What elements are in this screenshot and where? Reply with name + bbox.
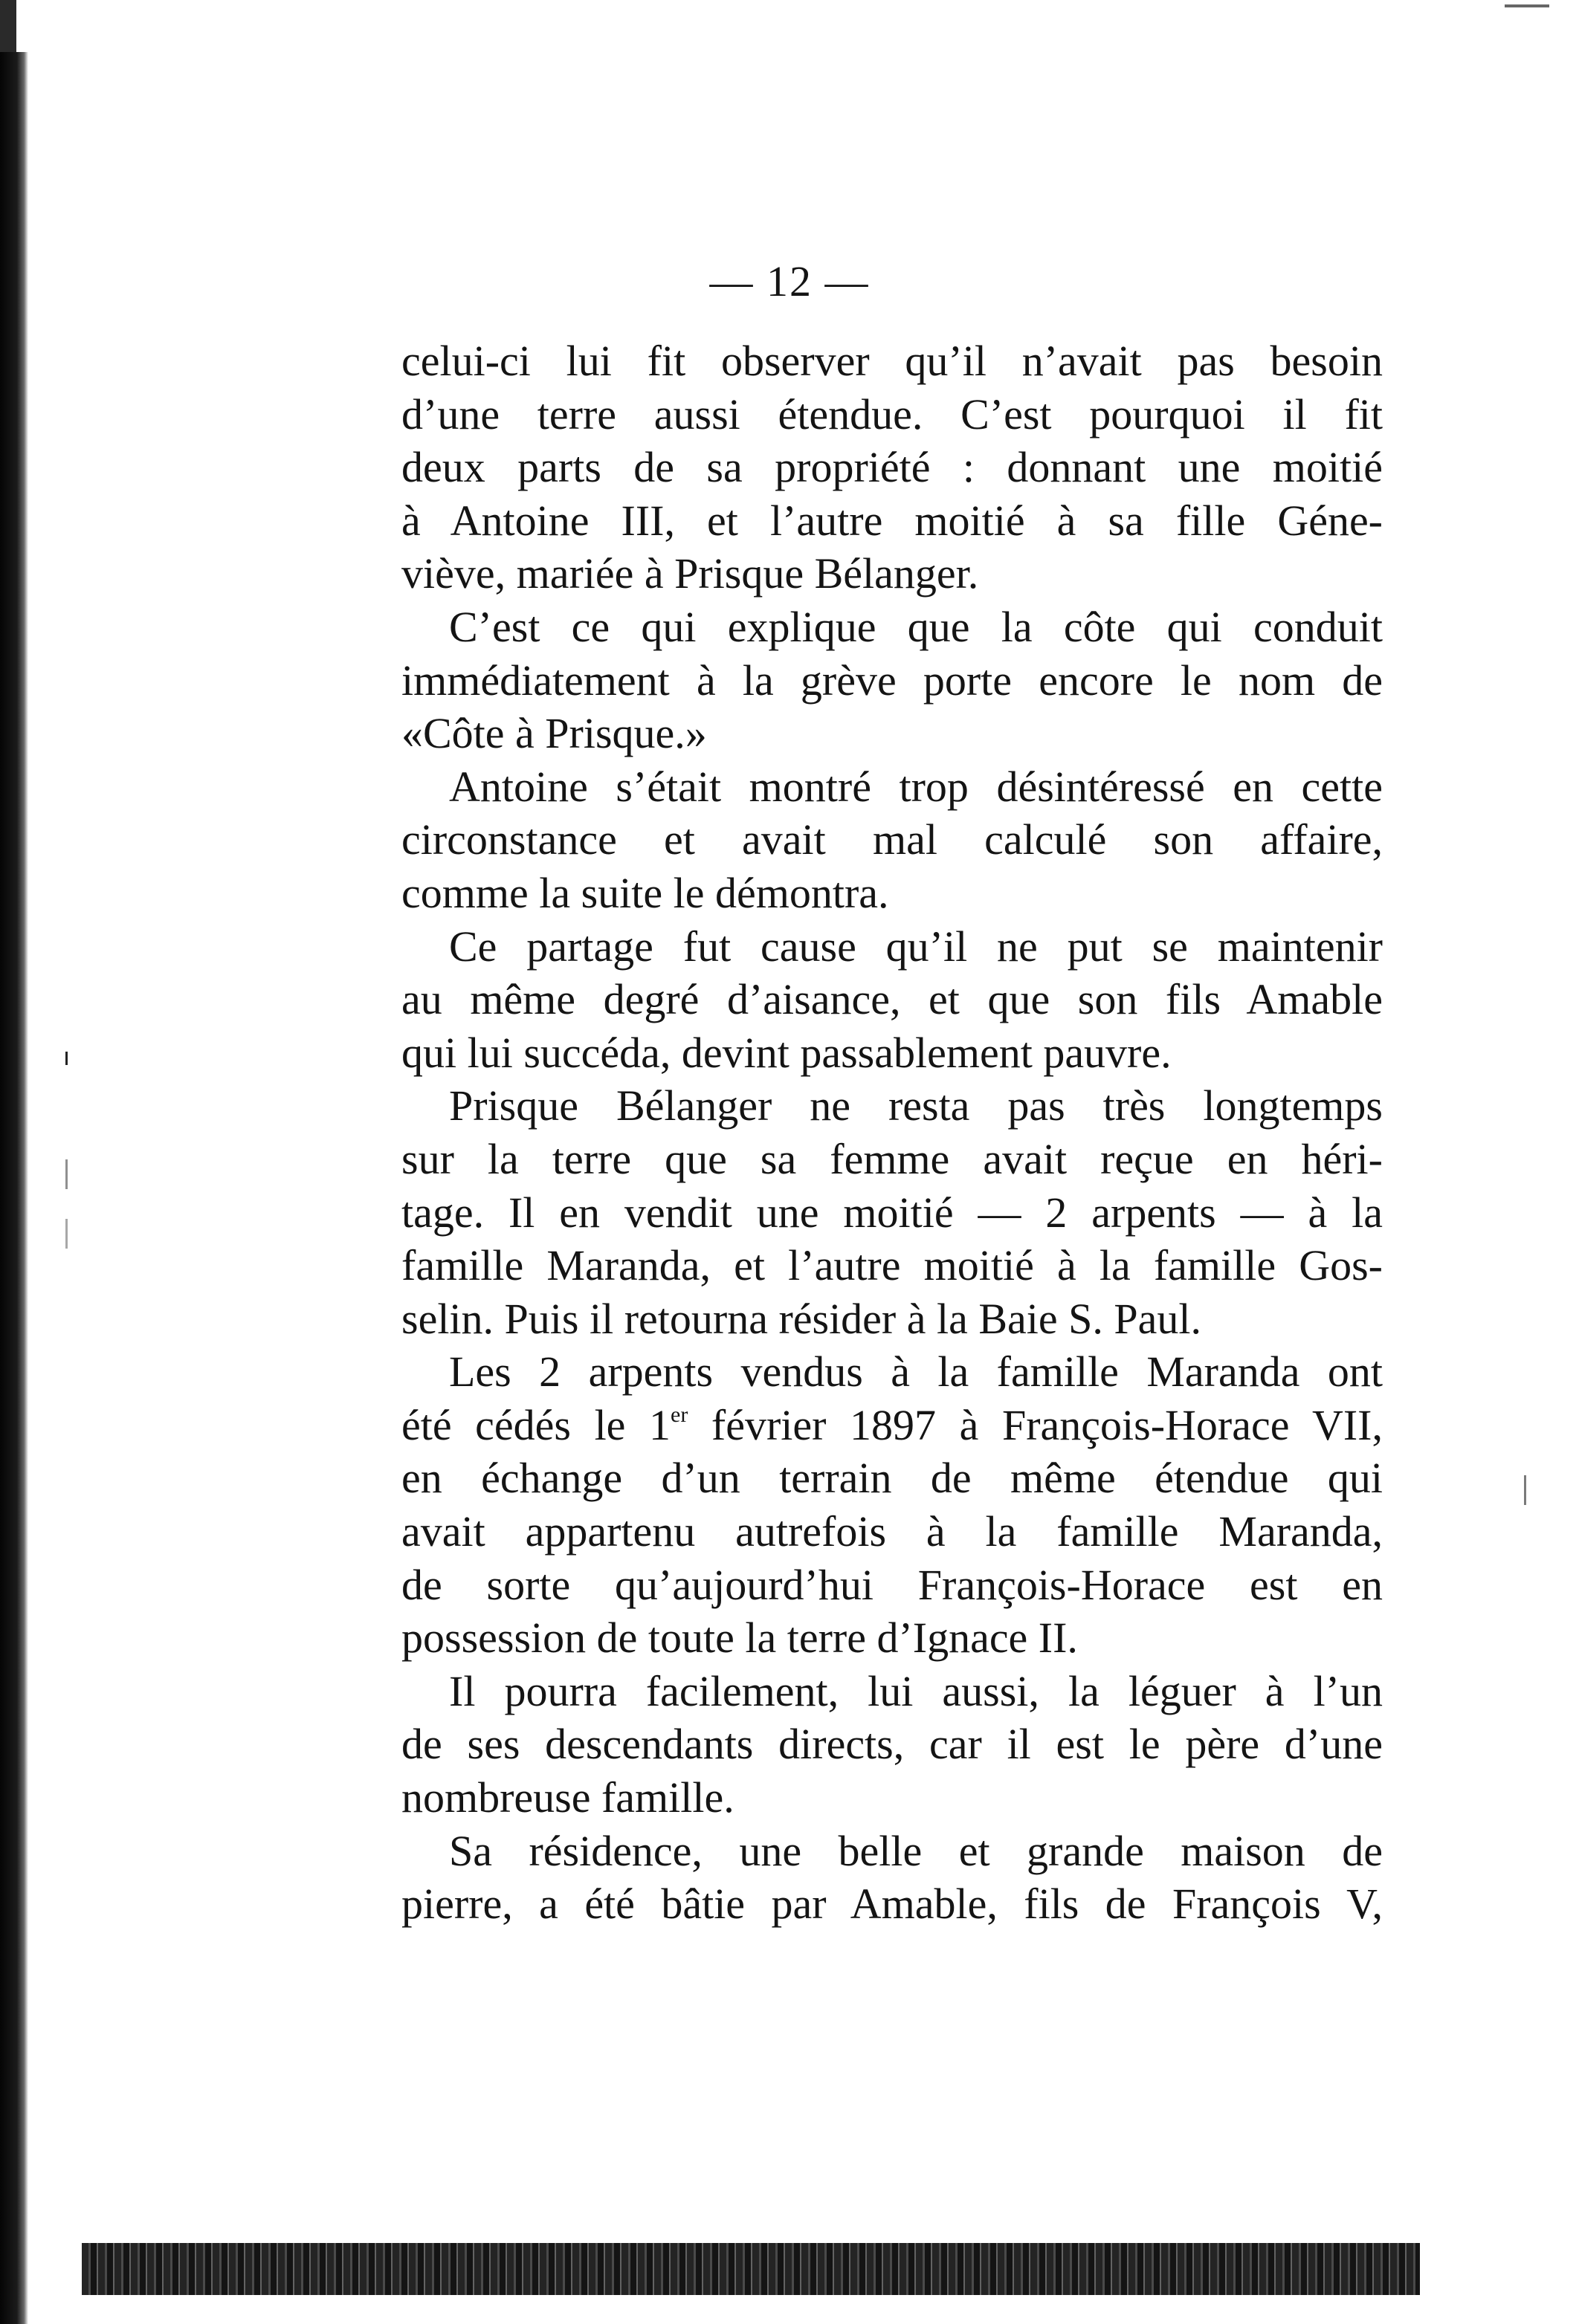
scan-speckle xyxy=(65,1219,68,1249)
ordinal-superscript: er xyxy=(671,1402,688,1427)
scan-edge-left xyxy=(0,52,28,2324)
text-line: Sa résidence, une belle et grande maison de xyxy=(449,1826,1383,1875)
text-line: tage. Il en vendit une moitié — 2 arpents — à la xyxy=(401,1188,1383,1237)
text-line: famille Maranda, et l’autre moitié à la famille Gos- xyxy=(401,1241,1383,1290)
text-line: sur la terre que sa femme avait reçue en héri- xyxy=(401,1134,1383,1183)
text-line: de ses descendants directs, car il est le père d’une xyxy=(401,1720,1383,1769)
text-line: qui lui succéda, devint passablement pauvre. xyxy=(401,1028,1172,1077)
text-line: selin. Puis il retourna résider à la Baie S. Paul. xyxy=(401,1294,1202,1343)
body-text xyxy=(401,334,1383,1931)
text-line: Il pourra facilement, lui aussi, la léguer à l’un xyxy=(449,1666,1383,1715)
text-line: à Antoine III, et l’autre moitié à sa fille Géne- xyxy=(401,496,1383,545)
text-line: en échange d’un terrain de même étendue qui xyxy=(401,1454,1383,1503)
text-line: immédiatement à la grève porte encore le nom de xyxy=(401,656,1383,705)
text-line: avait appartenu autrefois à la famille Maranda, xyxy=(401,1507,1383,1556)
text-line: viève, mariée à Prisque Bélanger. xyxy=(401,549,979,598)
text-line: «Côte à Prisque.» xyxy=(401,709,707,758)
text-line: de sorte qu’aujourd’hui François-Horace est en xyxy=(401,1560,1383,1609)
scan-speckle xyxy=(1524,1475,1526,1505)
text-line: possession de toute la terre d’Ignace II. xyxy=(401,1613,1078,1663)
text-line: Les 2 arpents vendus à la famille Maranda ont xyxy=(449,1347,1383,1396)
scan-speckle xyxy=(65,1159,68,1189)
text-fragment: été cédés le 1 xyxy=(401,1400,671,1449)
page-number-header: — 12 — xyxy=(709,257,870,305)
scan-edge-top-left xyxy=(0,0,16,52)
text-line: au même degré d’aisance, et que son fils Amable xyxy=(401,975,1383,1024)
text-line: comme la suite le démontra. xyxy=(401,868,889,917)
text-line: Antoine s’était montré trop désintéressé en cette xyxy=(449,762,1383,811)
text-line: circonstance et avait mal calculé son affaire, xyxy=(401,815,1383,864)
scan-speckle xyxy=(65,1052,68,1065)
text-line: Prisque Bélanger ne resta pas très longtemps xyxy=(449,1081,1383,1130)
text-line: Ce partage fut cause qu’il ne put se maintenir xyxy=(449,922,1383,971)
scan-mark-top-right xyxy=(1505,4,1549,7)
text-line: nombreuse famille. xyxy=(401,1773,734,1822)
text-line: C’est ce qui explique que la côte qui conduit xyxy=(449,602,1383,651)
text-fragment: février 1897 à François-Horace VII, xyxy=(688,1400,1383,1449)
text-line: d’une terre aussi étendue. C’est pourquoi il fit xyxy=(401,389,1383,438)
text-line xyxy=(401,1399,1383,1452)
text-line: pierre, a été bâtie par Amable, fils de François V, xyxy=(401,1880,1383,1929)
text-line: deux parts de sa propriété : donnant une moitié xyxy=(401,443,1383,492)
text-line: celui-ci lui fit observer qu’il n’avait pas besoin xyxy=(401,337,1383,385)
scan-edge-bottom xyxy=(82,2243,1420,2295)
